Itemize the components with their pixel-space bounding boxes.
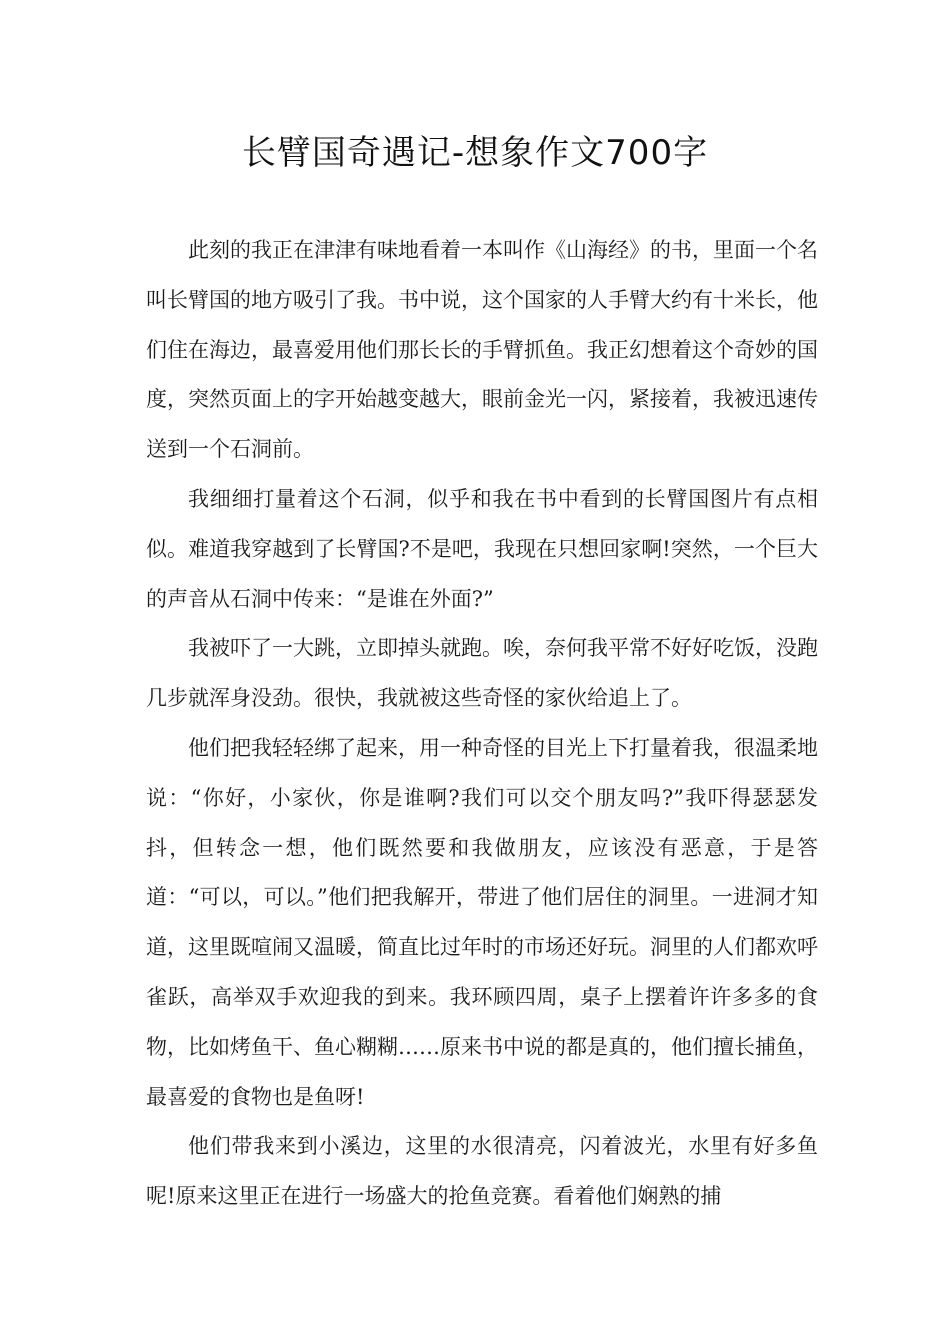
document-title: 长臂国奇遇记-想象作文700字	[241, 133, 709, 173]
paragraph: 他们把我轻轻绑了起来，用一种奇怪的目光上下打量着我，很温柔地说：“你好，小家伙，你是谁啊?我们可以交个朋友吗?”我吓得瑟瑟发抖，但转念一想，他们既然要和我做朋友，应该没有恶意，于是答道：“可以，可以。”他们把我解开，带进了他们居住的洞里。一进洞才知道，这里既喧闹又温暖，简直比过年时的市场还好玩。洞里的人们都欢呼雀跃，高举双手欢迎我的到来。我环顾四周，桌子上摆着许许多多的食物，比如烤鱼干、鱼心糊糊……原来书中说的都是真的，他们擅长捕鱼，最喜爱的食物也是鱼呀!	[146, 735, 818, 1109]
paragraph: 我细细打量着这个石洞，似乎和我在书中看到的长臂国图片有点相似。难道我穿越到了长臂国?不是吧，我现在只想回家啊!突然，一个巨大的声音从石洞中传来：“是谁在外面?”	[146, 486, 818, 611]
paragraph: 此刻的我正在津津有味地看着一本叫作《山海经》的书，里面一个名叫长臂国的地方吸引了我。书中说，这个国家的人手臂大约有十米长，他们住在海边，最喜爱用他们那长长的手臂抓鱼。我正幻想着这个奇妙的国度，突然页面上的字开始越变越大，眼前金光一闪，紧接着，我被迅速传送到一个石洞前。	[146, 238, 818, 462]
paragraph: 他们带我来到小溪边，这里的水很清亮，闪着波光，水里有好多鱼呢!原来这里正在进行一场盛大的抢鱼竞赛。看着他们娴熟的捕	[146, 1134, 818, 1209]
document-body	[146, 226, 818, 1222]
paragraph: 我被吓了一大跳，立即掉头就跑。唉，奈何我平常不好好吃饭，没跑几步就浑身没劲。很快，我就被这些奇怪的家伙给追上了。	[146, 636, 818, 711]
